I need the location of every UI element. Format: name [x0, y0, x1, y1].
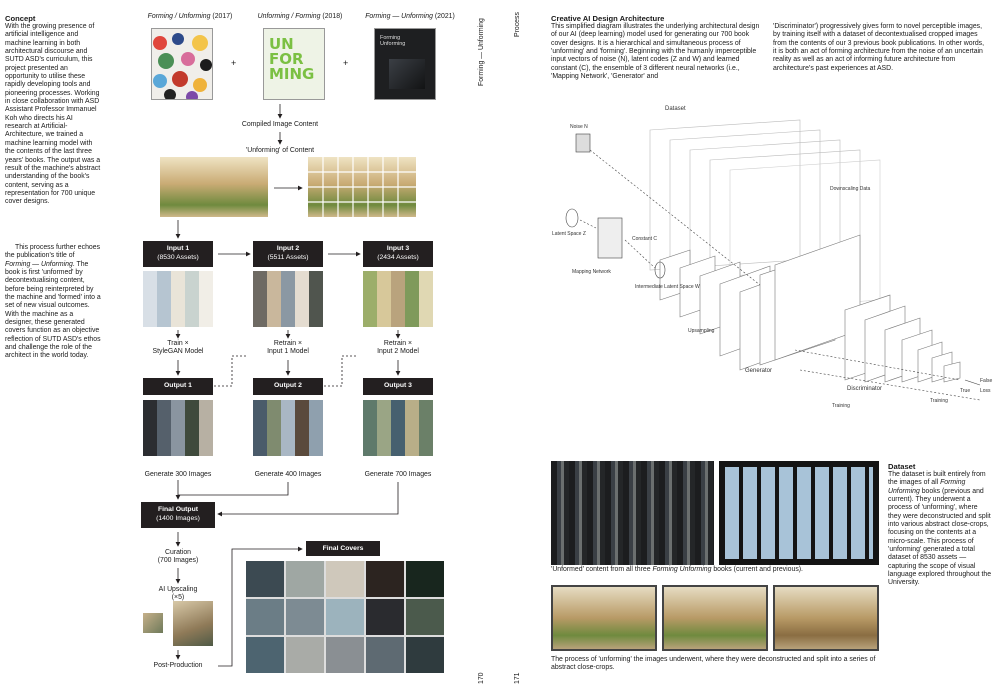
label-latent-z: Latent Space Z: [552, 231, 586, 237]
gan-diagram-drawing: [540, 100, 1000, 440]
unforming-photo-2: [662, 585, 768, 651]
flow-arrows: [0, 0, 470, 695]
train-1-label: Train × StyleGAN Model: [152, 340, 204, 356]
book-3-title: Forming — Unforming (2021): [365, 13, 455, 20]
book-3-cover-text-1: Forming: [380, 35, 401, 41]
left-running-title: Forming — Unforming: [478, 18, 485, 86]
concept-paragraph-2: This process further echoes the publication's title of Forming — Unforming. The book is first 'unformed' by decontextualising content, before being reinterpreted by the machine and 'formed' into a set of new visual outcomes. With the machine as a designer, these generated covers function as an objective reflection of SUTD ASD's ethos and challenge the role of the architect in the world today.: [5, 244, 101, 360]
generate-1-label: Generate 300 Images: [144, 471, 212, 478]
concept-paragraph-1: With the growing presence of artificial intelligence and machine learning in both architectural discourse and SUTD ASD's curriculum, this project presented an opportunity to utilise these rapidly developing tools and pioneering processes. Working in close collaboration with ASD Assistant Professor Immanuel Koh who directs his AI research at Artificial-Architecture, we trained a machine learning model with the contents of the last three years' books. The output was a result of the machine's abstract understanding of the book's content, serving as a representation for 700 unique cover designs.: [5, 23, 101, 206]
unforming-photo-1: [551, 585, 657, 651]
label-downscaling: Downscaling Data: [830, 186, 871, 192]
label-generator: Generator: [745, 368, 773, 374]
dataset-text: The dataset is built entirely from the images of all Forming Unforming books (previous and current). They underwent a process of 'unforming', where they were deconstructed and split into various abstract close-crops, focusing on the contents at a micro-scale. This process of 'unforming' generated a total dataset of 8530 assets — capturing the scope of visual language explored throughout the University.: [888, 471, 992, 587]
label-training-1: Training: [832, 403, 850, 409]
compiled-label: Compiled Image Content: [241, 121, 319, 128]
dataset-screenshot-1: [551, 461, 714, 565]
book-2-cover-text-1: UN: [269, 35, 294, 53]
book-2-title: Unforming / Forming (2018): [257, 13, 343, 20]
dataset-heading: Dataset: [888, 462, 916, 471]
gan-diagram: [540, 100, 1000, 440]
dataset-screenshot-2: [719, 461, 879, 565]
caption-1: 'Unformed' content from all three Forming Unforming books (current and previous).: [551, 566, 803, 573]
book-1-title: Forming / Unforming (2017): [147, 13, 233, 20]
book-2-cover-text-2: FOR: [269, 50, 304, 68]
label-training-2: Training: [930, 398, 948, 404]
right-running-title: Process: [514, 12, 521, 37]
concept-heading: Concept: [5, 14, 36, 23]
upscaling-label: AI Upscaling (×5): [158, 586, 198, 602]
plus-sign-2: +: [343, 58, 349, 68]
label-dataset: Dataset: [665, 106, 686, 112]
architecture-heading: Creative AI Design Architecture: [551, 14, 665, 23]
input-2-box: Input 2 (5511 Assets): [253, 241, 323, 267]
architecture-col-1: This simplified diagram illustrates the underlying architectural design of our AI (deep learning) model used for generating our 700 book cover designs. It is a hierarchical and simultaneous process of 'unforming' and 'forming'. Beginning with the humanly imperceptible input vectors of noise (N), latent codes (Z and W) and learned constant (C), the ensemble of 3 different neural networks (i.e., 'Mapping Network', 'Generator' and: [551, 23, 760, 81]
input-3-box: Input 3 (2434 Assets): [363, 241, 433, 267]
input-1-box: Input 1 (8530 Assets): [143, 241, 213, 267]
generate-3-label: Generate 700 Images: [364, 471, 432, 478]
label-constant: Constant C: [632, 236, 658, 242]
output-2-box: Output 2: [253, 378, 323, 395]
unforming-photo-3: [773, 585, 879, 651]
caption-2: The process of 'unforming' the images underwent, where they were deconstructed and split into a series of abstract close-crops.: [551, 656, 876, 672]
left-page-number: 170: [478, 672, 485, 684]
curation-label: Curation (700 Images): [157, 549, 199, 565]
label-mapping: Mapping Network: [572, 269, 611, 275]
unforming-label: 'Unforming' of Content: [245, 147, 315, 154]
book-3-cover-text-2: Unforming: [380, 41, 406, 47]
label-false: False: [980, 378, 993, 384]
label-noise: Noise N: [570, 124, 588, 130]
label-discriminator: Discriminator: [847, 386, 883, 392]
label-upsampling: Upsampling: [688, 328, 715, 334]
post-production-label: Post-Production: [153, 662, 203, 669]
label-true: True: [960, 388, 971, 394]
output-3-box: Output 3: [363, 378, 433, 395]
final-covers-box: Final Covers: [306, 541, 380, 556]
label-intermediate: Intermediate Latent Space W: [635, 284, 700, 290]
output-1-box: Output 1: [143, 378, 213, 395]
train-2-label: Retrain × Input 1 Model: [267, 340, 309, 356]
book-2-cover-text-3: MING: [269, 65, 315, 83]
final-output-box: Final Output (1400 Images): [141, 502, 215, 528]
plus-sign-1: +: [231, 58, 237, 68]
train-3-label: Retrain × Input 2 Model: [377, 340, 419, 356]
right-page-number: 171: [514, 672, 521, 684]
generate-2-label: Generate 400 Images: [254, 471, 322, 478]
label-loss: Loss: [980, 388, 991, 394]
architecture-col-2: 'Discriminator') progressively gives form to novel perceptible images, by training itself with a dataset of decontextualised cropped images from the contents of our 3 previous book publications. In other words, it is both an act of forming architecture from the noise of an uncertain reality as well as an act of informing future architecture from architecture's past experiences at ASD.: [773, 23, 985, 72]
